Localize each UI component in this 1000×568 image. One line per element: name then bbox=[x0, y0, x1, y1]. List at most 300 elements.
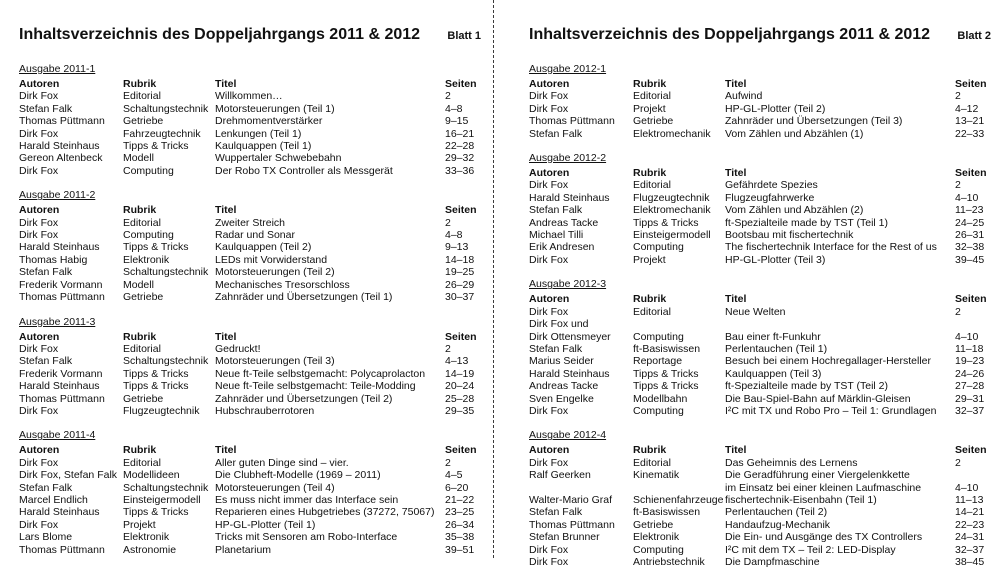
cell-seiten: 2 bbox=[445, 216, 451, 229]
cell-titel: Wuppertaler Schwebebahn bbox=[215, 152, 342, 165]
cell-titel: Die Clubheft-Modelle (1969 – 2011) bbox=[215, 469, 381, 482]
sheet-number-label: Blatt 1 bbox=[447, 30, 481, 42]
toc-row bbox=[19, 90, 481, 102]
column-header-seiten: Seiten bbox=[445, 330, 477, 343]
cell-seiten: 2 bbox=[955, 305, 961, 318]
column-header-rubrik: Rubrik bbox=[123, 444, 157, 457]
toc-row bbox=[529, 368, 991, 380]
toc-row bbox=[19, 254, 481, 266]
cell-titel: Die Ein- und Ausgänge des TX Controllers bbox=[725, 531, 923, 544]
cell-titel: Zahnräder und Übersetzungen (Teil 3) bbox=[725, 115, 903, 128]
column-header-row bbox=[19, 444, 481, 456]
toc-row bbox=[19, 544, 481, 556]
toc-row bbox=[529, 531, 991, 543]
cell-autoren: Thomas Püttmann bbox=[19, 392, 105, 405]
column-header-titel: Titel bbox=[215, 204, 237, 217]
cell-seiten: 4–10 bbox=[955, 330, 979, 343]
column-header-row bbox=[529, 444, 991, 456]
page-header bbox=[19, 26, 481, 45]
cell-seiten: 13–21 bbox=[955, 115, 985, 128]
cell-rubrik: Flugzeugtechnik bbox=[633, 191, 710, 204]
column-header-titel: Titel bbox=[725, 78, 747, 90]
toc-row bbox=[529, 103, 991, 115]
column-header-titel: Titel bbox=[725, 444, 747, 457]
cell-rubrik: Tipps & Tricks bbox=[123, 140, 189, 153]
cell-titel: Mechanisches Tresorschloss bbox=[215, 278, 350, 291]
cell-seiten bbox=[955, 318, 991, 330]
cell-titel: Neue ft-Teile selbstgemacht: Polycaprolacton bbox=[215, 367, 426, 380]
toc-row bbox=[529, 179, 991, 191]
column-header-rubrik: Rubrik bbox=[633, 293, 667, 306]
cell-titel: Vom Zählen und Abzählen (1) bbox=[725, 127, 864, 140]
toc-row bbox=[19, 506, 481, 518]
cell-titel: LEDs mit Vorwiderstand bbox=[215, 253, 328, 266]
column-header-autoren: Autoren bbox=[529, 78, 570, 90]
column-header-autoren: Autoren bbox=[529, 167, 570, 180]
toc-row bbox=[19, 229, 481, 241]
cell-rubrik: Einsteigermodell bbox=[123, 493, 201, 506]
cell-seiten: 39–51 bbox=[445, 543, 475, 556]
cell-titel: Motorsteuerungen (Teil 3) bbox=[215, 355, 335, 368]
cell-titel: Es muss nicht immer das Interface sein bbox=[215, 493, 399, 506]
toc-row bbox=[19, 457, 481, 469]
column-header-row bbox=[19, 331, 481, 343]
cell-autoren: Harald Steinhaus bbox=[19, 380, 100, 393]
cell-seiten: 38–45 bbox=[955, 556, 985, 568]
cell-seiten: 4–8 bbox=[445, 229, 463, 242]
toc-row bbox=[19, 217, 481, 229]
cell-titel: Hubschrauberrotoren bbox=[215, 404, 315, 417]
toc-row bbox=[529, 494, 991, 506]
toc-row bbox=[529, 204, 991, 216]
toc-row bbox=[19, 152, 481, 164]
cell-autoren: Marcel Endlich bbox=[19, 493, 88, 506]
cell-rubrik: Projekt bbox=[633, 253, 666, 266]
cell-autoren: Andreas Tacke bbox=[529, 216, 599, 229]
cell-seiten: 24–25 bbox=[955, 216, 985, 229]
cell-autoren: Thomas Püttmann bbox=[19, 543, 105, 556]
cell-titel: Willkommen… bbox=[215, 90, 283, 103]
cell-rubrik: Computing bbox=[633, 543, 684, 556]
cell-rubrik: Tipps & Tricks bbox=[633, 216, 699, 229]
cell-seiten: 32–37 bbox=[955, 543, 985, 556]
page-header bbox=[529, 26, 991, 45]
cell-titel: Drehmomentverstärker bbox=[215, 115, 323, 128]
column-header-autoren: Autoren bbox=[19, 78, 60, 90]
cell-rubrik: Getriebe bbox=[633, 518, 674, 531]
issue-heading: Ausgabe 2011-3 bbox=[19, 315, 96, 328]
issue-section bbox=[529, 63, 991, 140]
cell-autoren: Marius Seider bbox=[529, 355, 594, 368]
cell-seiten: 39–45 bbox=[955, 253, 985, 266]
cell-autoren: Sven Engelke bbox=[529, 392, 594, 405]
cell-seiten: 4–13 bbox=[445, 355, 469, 368]
cell-autoren: Lars Blome bbox=[19, 531, 73, 544]
column-header-rubrik: Rubrik bbox=[123, 78, 157, 90]
cell-rubrik: Computing bbox=[633, 330, 684, 343]
cell-rubrik: Elektronik bbox=[633, 531, 680, 544]
cell-rubrik: Modell bbox=[123, 152, 154, 165]
cell-titel: HP-GL-Plotter (Teil 2) bbox=[725, 102, 826, 115]
cell-titel: I²C mit TX und Robo Pro – Teil 1: Grundlagen bbox=[725, 404, 937, 417]
column-header-seiten: Seiten bbox=[445, 78, 477, 90]
toc-row bbox=[19, 531, 481, 543]
cell-autoren: Dirk Ottensmeyer bbox=[529, 330, 611, 343]
toc-row bbox=[529, 229, 991, 241]
cell-rubrik: Schaltungstechnik bbox=[123, 481, 209, 494]
cell-titel: ft-Spezialteile made by TST (Teil 1) bbox=[725, 216, 889, 229]
column-header-seiten: Seiten bbox=[955, 293, 987, 306]
cell-autoren: Dirk Fox bbox=[529, 543, 569, 556]
cell-rubrik bbox=[633, 318, 725, 330]
issue-heading: Ausgabe 2011-1 bbox=[19, 63, 96, 75]
cell-titel: im Einsatz bei einer kleinen Laufmaschine bbox=[725, 481, 922, 494]
column-header-autoren: Autoren bbox=[529, 444, 570, 457]
cell-rubrik: Fahrzeugtechnik bbox=[123, 127, 201, 140]
cell-autoren: Stefan Falk bbox=[529, 127, 583, 140]
cell-titel: Planetarium bbox=[215, 543, 272, 556]
issue-section bbox=[529, 152, 991, 266]
cell-rubrik: Antriebstechnik bbox=[633, 556, 705, 568]
issue-heading: Ausgabe 2012-4 bbox=[529, 429, 607, 442]
toc-sections bbox=[19, 63, 481, 556]
cell-seiten: 9–13 bbox=[445, 241, 469, 254]
column-header-row bbox=[529, 78, 991, 90]
cell-rubrik bbox=[633, 482, 725, 494]
cell-autoren: Dirk Fox bbox=[19, 518, 59, 531]
toc-row bbox=[529, 469, 991, 481]
cell-seiten: 6–20 bbox=[445, 481, 469, 494]
cell-rubrik: Modellbahn bbox=[633, 392, 688, 405]
cell-autoren: Harald Steinhaus bbox=[19, 140, 100, 153]
cell-titel: Die Geradführung einer Viergelenkkette bbox=[725, 469, 910, 482]
toc-sections bbox=[529, 63, 991, 568]
cell-titel: Perlentauchen (Teil 2) bbox=[725, 506, 828, 519]
cell-rubrik: Astronomie bbox=[123, 543, 177, 556]
toc-row bbox=[19, 279, 481, 291]
cell-titel: Perlentauchen (Teil 1) bbox=[725, 342, 828, 355]
cell-autoren: Stefan Falk bbox=[19, 102, 73, 115]
cell-autoren: Dirk Fox bbox=[19, 342, 59, 355]
cell-rubrik: Modellideen bbox=[123, 469, 180, 482]
cell-titel: ft-Spezialteile made by TST (Teil 2) bbox=[725, 380, 889, 393]
toc-row bbox=[529, 544, 991, 556]
toc-row bbox=[19, 368, 481, 380]
sheet-number-label: Blatt 2 bbox=[957, 30, 991, 42]
column-header-titel: Titel bbox=[725, 167, 747, 180]
cell-autoren: Stefan Falk bbox=[529, 506, 583, 519]
cell-autoren: Dirk Fox bbox=[19, 456, 59, 469]
column-header-titel: Titel bbox=[215, 330, 237, 343]
cell-rubrik: Editorial bbox=[633, 90, 671, 103]
issue-section bbox=[19, 429, 481, 556]
cell-autoren: Thomas Püttmann bbox=[529, 518, 615, 531]
cell-seiten: 11–18 bbox=[955, 342, 984, 355]
cell-titel: Lenkungen (Teil 1) bbox=[215, 127, 302, 140]
toc-row bbox=[529, 482, 991, 494]
cell-seiten: 32–38 bbox=[955, 241, 985, 254]
cell-autoren: Dirk Fox bbox=[19, 216, 59, 229]
cell-rubrik: Editorial bbox=[633, 305, 671, 318]
cell-autoren: Stefan Falk bbox=[19, 355, 73, 368]
cell-rubrik: Getriebe bbox=[123, 115, 164, 128]
cell-rubrik: Elektronik bbox=[123, 253, 170, 266]
cell-seiten: 33–36 bbox=[445, 164, 475, 177]
cell-rubrik: Computing bbox=[123, 229, 174, 242]
cell-titel: Vom Zählen und Abzählen (2) bbox=[725, 204, 864, 217]
cell-autoren: Dirk Fox bbox=[19, 164, 59, 177]
cell-rubrik: Elektromechanik bbox=[633, 204, 711, 217]
cell-titel: Die Dampfmaschine bbox=[725, 556, 820, 568]
cell-seiten: 9–15 bbox=[445, 115, 469, 128]
cell-rubrik: Schaltungstechnik bbox=[123, 266, 209, 279]
page-title: Inhaltsverzeichnis des Doppeljahrgangs 2011 & 2012 bbox=[529, 26, 931, 43]
toc-row bbox=[529, 115, 991, 127]
cell-rubrik: Modell bbox=[123, 278, 154, 291]
toc-row bbox=[529, 318, 991, 330]
column-header-titel: Titel bbox=[725, 293, 747, 306]
cell-seiten: 4–10 bbox=[955, 481, 979, 494]
cell-rubrik: ft-Basiswissen bbox=[633, 506, 701, 519]
toc-row bbox=[19, 393, 481, 405]
cell-seiten: 16–21 bbox=[445, 127, 475, 140]
cell-titel: Besuch bei einem Hochregallager-Hersteller bbox=[725, 355, 932, 368]
cell-seiten: 14–18 bbox=[445, 253, 475, 266]
cell-seiten: 29–32 bbox=[445, 152, 475, 165]
cell-seiten: 29–31 bbox=[955, 392, 985, 405]
column-header-row bbox=[19, 78, 481, 90]
toc-row bbox=[19, 140, 481, 152]
toc-row bbox=[529, 355, 991, 367]
cell-rubrik: Tipps & Tricks bbox=[123, 367, 189, 380]
cell-rubrik: Computing bbox=[123, 164, 174, 177]
cell-titel: Reparieren eines Hubgetriebes (37272, 75067) bbox=[215, 506, 435, 519]
cell-seiten: 4–5 bbox=[445, 469, 463, 482]
column-header-autoren: Autoren bbox=[529, 293, 570, 306]
toc-row bbox=[529, 506, 991, 518]
cell-rubrik: Schaltungstechnik bbox=[123, 355, 209, 368]
cell-rubrik: ft-Basiswissen bbox=[633, 342, 701, 355]
cell-seiten: 19–25 bbox=[445, 266, 475, 279]
cell-seiten: 32–37 bbox=[955, 404, 985, 417]
toc-row bbox=[19, 291, 481, 303]
cell-rubrik: Editorial bbox=[633, 179, 671, 192]
column-header-seiten: Seiten bbox=[955, 167, 987, 180]
cell-titel: Flugzeugfahrwerke bbox=[725, 191, 815, 204]
toc-row bbox=[19, 165, 481, 177]
cell-seiten: 11–23 bbox=[955, 204, 984, 217]
cell-titel bbox=[725, 318, 955, 330]
cell-seiten: 30–37 bbox=[445, 291, 475, 304]
cell-titel: Aller guten Dinge sind – vier. bbox=[215, 456, 349, 469]
column-header-rubrik: Rubrik bbox=[633, 167, 667, 180]
toc-row bbox=[19, 115, 481, 127]
column-header-autoren: Autoren bbox=[19, 444, 60, 457]
cell-autoren: Dirk Fox bbox=[529, 179, 569, 192]
cell-autoren: Frederik Vormann bbox=[19, 367, 103, 380]
cell-seiten: 23–25 bbox=[445, 506, 475, 519]
column-header-autoren: Autoren bbox=[19, 330, 60, 343]
issue-section bbox=[529, 278, 991, 417]
cell-rubrik: Editorial bbox=[123, 90, 161, 103]
cell-autoren: Dirk Fox bbox=[19, 90, 59, 103]
column-header-row bbox=[529, 293, 991, 305]
issue-section bbox=[19, 316, 481, 418]
issue-heading: Ausgabe 2012-2 bbox=[529, 152, 607, 165]
column-header-titel: Titel bbox=[215, 78, 237, 90]
cell-seiten: 2 bbox=[955, 90, 961, 103]
cell-autoren: Dirk Fox bbox=[19, 229, 59, 242]
column-header-rubrik: Rubrik bbox=[633, 444, 667, 457]
cell-titel: Neue Welten bbox=[725, 305, 786, 318]
toc-row bbox=[19, 355, 481, 367]
column-header-seiten: Seiten bbox=[445, 444, 477, 457]
cell-seiten: 4–10 bbox=[955, 191, 979, 204]
toc-row bbox=[19, 482, 481, 494]
column-header-rubrik: Rubrik bbox=[633, 78, 667, 90]
toc-row bbox=[529, 331, 991, 343]
cell-autoren: Dirk Fox bbox=[529, 456, 569, 469]
cell-titel: Zweiter Streich bbox=[215, 216, 286, 229]
toc-row bbox=[529, 380, 991, 392]
issue-section bbox=[19, 63, 481, 177]
cell-rubrik: Computing bbox=[633, 241, 684, 254]
cell-autoren: Harald Steinhaus bbox=[19, 506, 100, 519]
cell-titel: Kaulquappen (Teil 3) bbox=[725, 367, 822, 380]
cell-seiten: 29–35 bbox=[445, 404, 475, 417]
cell-rubrik: Editorial bbox=[633, 456, 671, 469]
toc-row bbox=[19, 494, 481, 506]
toc-row bbox=[19, 405, 481, 417]
cell-seiten: 11–13 bbox=[955, 493, 984, 506]
cell-autoren: Dirk Fox bbox=[529, 90, 569, 103]
toc-row bbox=[19, 343, 481, 355]
toc-row bbox=[19, 469, 481, 481]
cell-titel: Tricks mit Sensoren am Robo-Interface bbox=[215, 531, 398, 544]
cell-seiten: 24–26 bbox=[955, 367, 985, 380]
cell-autoren: Dirk Fox und bbox=[529, 318, 589, 331]
page-divider-dashed-line bbox=[493, 0, 494, 558]
cell-rubrik: Projekt bbox=[633, 102, 666, 115]
column-header-titel: Titel bbox=[215, 444, 237, 457]
cell-seiten: 2 bbox=[445, 456, 451, 469]
cell-titel: HP-GL-Plotter (Teil 1) bbox=[215, 518, 316, 531]
cell-titel: fischertechnik-Eisenbahn (Teil 1) bbox=[725, 493, 877, 506]
cell-titel: HP-GL-Plotter (Teil 3) bbox=[725, 253, 826, 266]
toc-row bbox=[529, 241, 991, 253]
cell-seiten: 2 bbox=[445, 90, 451, 103]
cell-seiten: 22–23 bbox=[955, 518, 985, 531]
column-header-row bbox=[529, 167, 991, 179]
toc-row bbox=[19, 380, 481, 392]
cell-autoren: Thomas Habig bbox=[19, 253, 88, 266]
cell-seiten: 26–31 bbox=[955, 229, 985, 242]
cell-seiten: 22–33 bbox=[955, 127, 985, 140]
cell-titel: Gedruckt! bbox=[215, 342, 261, 355]
cell-rubrik: Getriebe bbox=[123, 291, 164, 304]
cell-seiten: 35–38 bbox=[445, 531, 475, 544]
column-header-rubrik: Rubrik bbox=[123, 204, 157, 217]
cell-seiten: 24–31 bbox=[955, 531, 985, 544]
toc-row bbox=[529, 393, 991, 405]
cell-rubrik: Elektronik bbox=[123, 531, 170, 544]
cell-seiten: 19–23 bbox=[955, 355, 985, 368]
cell-seiten: 22–28 bbox=[445, 140, 475, 153]
cell-titel: Gefährdete Spezies bbox=[725, 179, 818, 192]
page-blatt-1 bbox=[19, 0, 481, 558]
cell-seiten: 2 bbox=[955, 179, 961, 192]
cell-titel: I²C mit dem TX – Teil 2: LED-Display bbox=[725, 543, 896, 556]
cell-autoren: Harald Steinhaus bbox=[19, 241, 100, 254]
cell-autoren: Gereon Altenbeck bbox=[19, 152, 103, 165]
cell-autoren: Dirk Fox bbox=[529, 404, 569, 417]
cell-titel: Handaufzug-Mechanik bbox=[725, 518, 831, 531]
toc-row bbox=[529, 90, 991, 102]
cell-autoren: Michael Tilli bbox=[529, 229, 584, 242]
cell-autoren: Walter-Mario Graf bbox=[529, 493, 613, 506]
cell-titel: Zahnräder und Übersetzungen (Teil 2) bbox=[215, 392, 393, 405]
cell-autoren bbox=[529, 482, 633, 494]
cell-rubrik: Editorial bbox=[123, 456, 161, 469]
cell-rubrik: Tipps & Tricks bbox=[633, 380, 699, 393]
toc-row bbox=[529, 306, 991, 318]
toc-row bbox=[19, 241, 481, 253]
column-header-seiten: Seiten bbox=[955, 78, 987, 90]
toc-row bbox=[529, 128, 991, 140]
cell-titel: Aufwind bbox=[725, 90, 763, 103]
cell-titel: Motorsteuerungen (Teil 1) bbox=[215, 102, 335, 115]
cell-rubrik: Tipps & Tricks bbox=[123, 380, 189, 393]
cell-titel: Zahnräder und Übersetzungen (Teil 1) bbox=[215, 291, 393, 304]
cell-autoren: Stefan Falk bbox=[529, 204, 583, 217]
cell-titel: Motorsteuerungen (Teil 4) bbox=[215, 481, 335, 494]
cell-rubrik: Kinematik bbox=[633, 469, 680, 482]
column-header-row bbox=[19, 204, 481, 216]
column-header-autoren: Autoren bbox=[19, 204, 60, 217]
cell-autoren: Stefan Falk bbox=[19, 266, 73, 279]
cell-autoren: Dirk Fox bbox=[19, 127, 59, 140]
cell-autoren: Harald Steinhaus bbox=[529, 367, 610, 380]
cell-autoren: Dirk Fox bbox=[529, 556, 569, 568]
toc-row bbox=[529, 519, 991, 531]
cell-rubrik: Reportage bbox=[633, 355, 683, 368]
cell-seiten: 20–24 bbox=[445, 380, 475, 393]
cell-seiten: 25–28 bbox=[445, 392, 475, 405]
cell-seiten: 14–21 bbox=[955, 506, 985, 519]
page-blatt-2 bbox=[529, 0, 991, 568]
cell-seiten: 14–19 bbox=[445, 367, 475, 380]
cell-autoren: Dirk Fox bbox=[529, 305, 569, 318]
cell-rubrik: Editorial bbox=[123, 216, 161, 229]
cell-rubrik: Editorial bbox=[123, 342, 161, 355]
cell-titel: Kaulquappen (Teil 1) bbox=[215, 140, 312, 153]
cell-autoren: Dirk Fox bbox=[529, 102, 569, 115]
cell-autoren: Thomas Püttmann bbox=[529, 115, 615, 128]
column-header-rubrik: Rubrik bbox=[123, 330, 157, 343]
cell-rubrik: Tipps & Tricks bbox=[633, 367, 699, 380]
cell-autoren: Stefan Falk bbox=[529, 342, 583, 355]
toc-row bbox=[19, 128, 481, 140]
toc-row bbox=[529, 343, 991, 355]
cell-autoren: Andreas Tacke bbox=[529, 380, 599, 393]
cell-rubrik: Schaltungstechnik bbox=[123, 102, 209, 115]
cell-autoren: Harald Steinhaus bbox=[529, 191, 610, 204]
issue-heading: Ausgabe 2011-2 bbox=[19, 189, 96, 202]
cell-rubrik: Elektromechanik bbox=[633, 127, 711, 140]
cell-seiten: 21–22 bbox=[445, 493, 475, 506]
cell-rubrik: Schienenfahrzeuge bbox=[633, 493, 724, 506]
issue-heading: Ausgabe 2011-4 bbox=[19, 429, 96, 442]
